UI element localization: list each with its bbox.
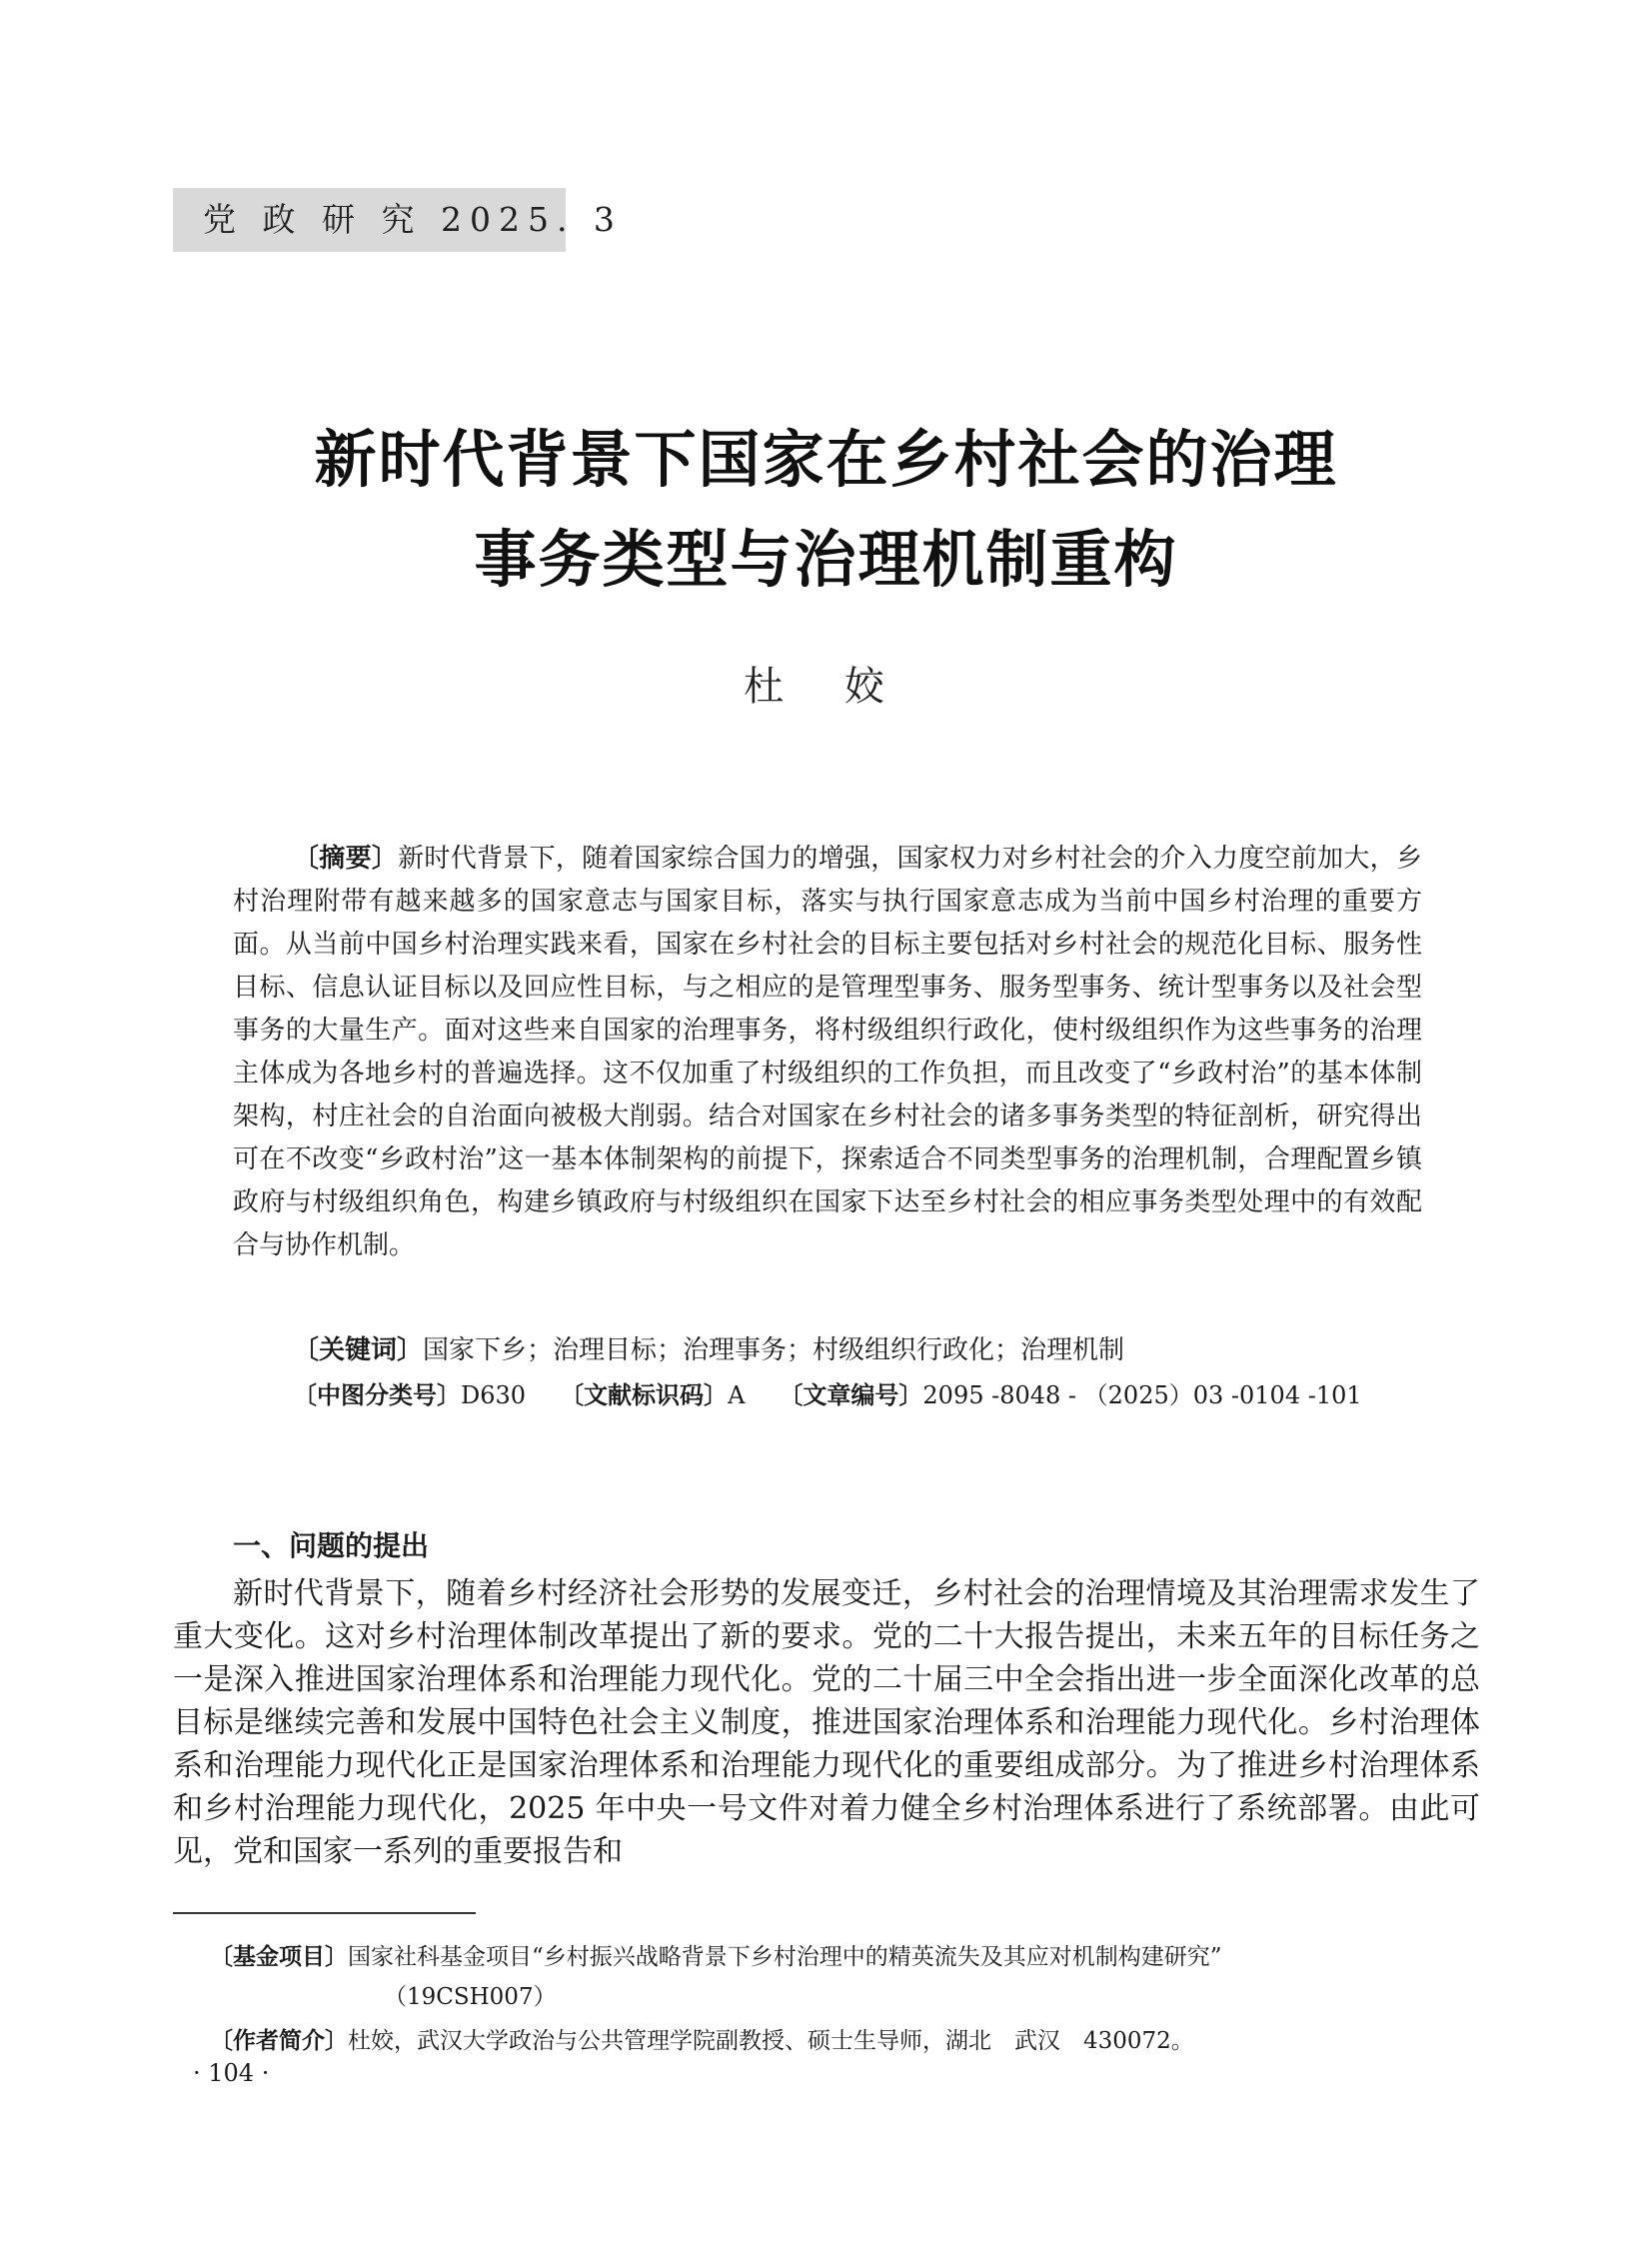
author-name: 杜 姣 — [744, 664, 908, 710]
article-number-value: 2095 -8048 - （2025）03 -0104 -101 — [922, 1381, 1362, 1409]
classification-line — [293, 1374, 1362, 1417]
abstract-label: 〔摘要〕 — [293, 844, 399, 874]
article-title-line-1: 新时代背景下国家在乡村社会的治理 — [314, 423, 1338, 496]
article-number-label: 〔文章编号〕 — [779, 1381, 923, 1409]
clc-label: 〔中图分类号〕 — [293, 1381, 461, 1409]
page-number: · 104 · — [193, 2059, 270, 2087]
fund-footnote — [210, 1937, 1484, 2017]
clc-value: D630 — [461, 1381, 527, 1409]
keywords — [293, 1329, 1124, 1372]
journal-issue-tag: 党 政 研 究 2025. 3 — [173, 188, 566, 252]
bio-label: 〔作者简介〕 — [210, 2028, 348, 2054]
keywords-text: 国家下乡；治理目标；治理事务；村级组织行政化；治理机制 — [423, 1335, 1125, 1365]
abstract-text: 新时代背景下，随着国家综合国力的增强，国家权力对乡村社会的介入力度空前加大，乡村治理附带有越来越多的国家意志与国家目标，落实与执行国家意志成为当前中国乡村治理的重要方面。从当前中国乡村治理实践来看，国家在乡村社会的目标主要包括对乡村社会的规范化目标、服务性目标、信息认证目标以及回应性目标，与之相应的是管理型事务、服务型事务、统计型事务以及社会型事务的大量生产。面对这些来自国家的治理事务，将村级组织行政化，使村级组织作为这些事务的治理主体成为各地乡村的普遍选择。这不仅加重了村级组织的工作负担，而且改变了“乡政村治”的基本体制架构，村庄社会的自治面向被极大削弱。结合对国家在乡村社会的诸多事务类型的特征剖析，研究得出可在不改变“乡政村治”这一基本体制架构的前提下，探索适合不同类型事务的治理机制，合理配置乡镇政府与村级组织角色，构建乡镇政府与村级组织在国家下达至乡村社会的相应事务类型处理中的有效配合与协作机制。 — [233, 844, 1422, 1260]
article-title-line-2: 事务类型与治理机制重构 — [474, 523, 1178, 596]
abstract — [233, 838, 1422, 1267]
fund-label: 〔基金项目〕 — [210, 1944, 348, 1970]
keywords-label: 〔关键词〕 — [293, 1335, 424, 1365]
footnote-divider — [173, 1912, 476, 1914]
doc-code-label: 〔文献标识码〕 — [560, 1381, 729, 1409]
body-paragraph: 新时代背景下，随着乡村经济社会形势的发展变迁，乡村社会的治理情境及其治理需求发生了重大变化。这对乡村治理体制改革提出了新的要求。党的二十大报告提出，未来五年的目标任务之一是深入推进国家治理体系和治理能力现代化。党的二十届三中全会指出进一步全面深化改革的总目标是继续完善和发展中国特色社会主义制度，推进国家治理体系和治理能力现代化。乡村治理体系和治理能力现代化正是国家治理体系和治理能力现代化的重要组成部分。为了推进乡村治理体系和乡村治理能力现代化，2025 年中央一号文件对着力健全乡村治理体系进行了系统部署。由此可见，党和国家一系列的重要报告和 — [173, 1576, 1480, 1869]
fund-code: （19CSH007） — [384, 1984, 557, 2010]
author-bio-footnote — [210, 2021, 1194, 2061]
section-heading: 一、问题的提出 — [233, 1529, 430, 1562]
fund-text: 国家社科基金项目“乡村振兴战略背景下乡村治理中的精英流失及其应对机制构建研究” — [348, 1944, 1222, 1970]
doc-code-value: A — [728, 1381, 746, 1409]
bio-text: 杜姣，武汉大学政治与公共管理学院副教授、硕士生导师，湖北 武汉 430072。 — [348, 2028, 1194, 2054]
